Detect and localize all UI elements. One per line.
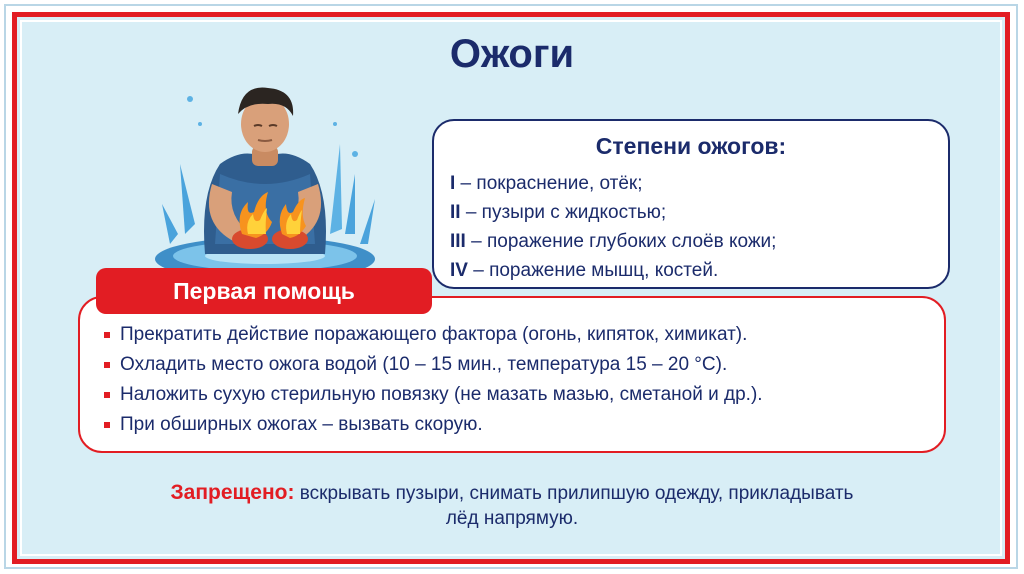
forbidden-text: вскрывать пузыри, снимать прилипшую одежду, прикладывать (294, 483, 854, 504)
bullet-icon (104, 362, 110, 368)
degree-numeral: III (450, 231, 466, 252)
forbidden-note (60, 480, 964, 531)
forbidden-label: Запрещено: (170, 481, 295, 504)
first-aid-step: При обширных ожогах – вызвать скорую. (120, 414, 483, 435)
list-item (104, 320, 763, 350)
degree-numeral: II (450, 202, 461, 223)
first-aid-list (104, 320, 763, 440)
list-item (450, 256, 776, 285)
degrees-list (450, 169, 776, 285)
degree-numeral: I (450, 173, 456, 194)
burn-illustration (150, 84, 390, 284)
bullet-icon (104, 392, 110, 398)
list-item (104, 380, 763, 410)
bullet-icon (104, 332, 110, 338)
first-aid-step: Прекратить действие поражающего фактора (огонь, кипяток, химикат). (120, 324, 748, 345)
degree-numeral: IV (450, 260, 468, 281)
list-item (104, 350, 763, 380)
forbidden-text-line2: лёд напрямую. (445, 508, 579, 529)
list-item (104, 410, 763, 440)
bullet-icon (104, 422, 110, 428)
first-aid-step: Охладить место ожога водой (10 – 15 мин., температура 15 – 20 °С). (120, 354, 728, 375)
degree-text: – покраснение, отёк; (455, 173, 643, 194)
page-title: Ожоги (449, 32, 575, 76)
degrees-box (432, 119, 950, 289)
first-aid-step: Наложить сухую стерильную повязку (не мазать мазью, сметаной и др.). (120, 384, 763, 405)
first-aid-header: Первая помощь (96, 268, 432, 314)
degree-text: – поражение мышц, костей. (467, 260, 719, 281)
degree-text: – поражение глубоких слоёв кожи; (465, 231, 777, 252)
list-item (450, 198, 776, 227)
degrees-title: Степени ожогов: (595, 133, 787, 159)
list-item (450, 169, 776, 198)
list-item (450, 227, 776, 256)
man-in-water-icon (150, 84, 390, 284)
degree-text: – пузыри с жидкостью; (460, 202, 667, 223)
